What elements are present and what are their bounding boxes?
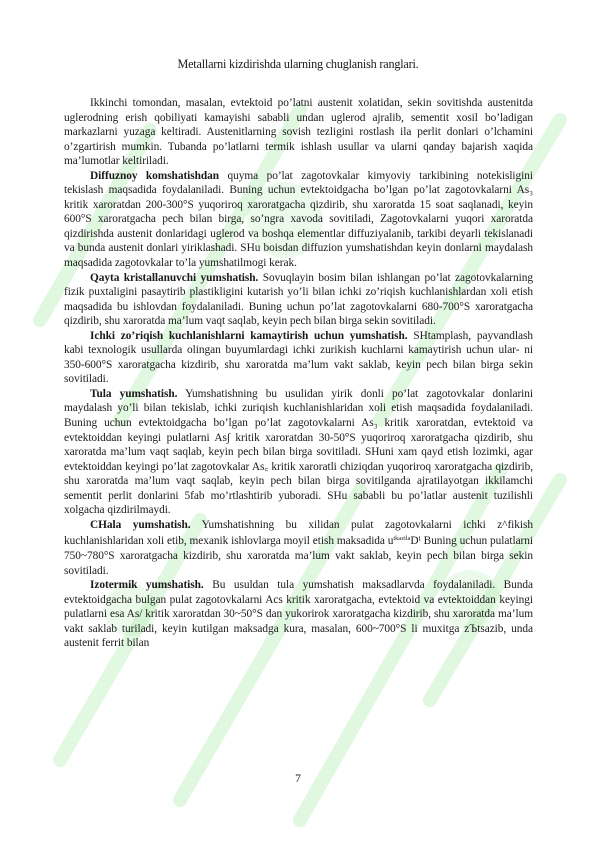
body-text xyxy=(64,96,533,651)
paragraph-text: Bu usuldan tula yumshatish maksadlarvda foydalaniladi. Bunda evtektoidgacha bulgan pulat zagotovkalarni Acs kritik xaroratgacha, evtektoid va evtektoiddan keyingi pulatlarni esa As/ kritik xaroratdan 30~50°S dan yukorirok xaroratgacha kizdirib, shu xaroratda ma’lum vakt saklab turiladi, keyin kutilgan maksadga kura, masalan, 600~700°S li muxitga zЪtsazib, unda austenit ferrit bilan xyxy=(64,579,533,650)
paragraph xyxy=(64,578,533,651)
paragraph-heading: Qayta kristallanuvchi yumshatish. xyxy=(90,271,259,284)
paragraph-text: Ikkinchi tomondan, masalan, evtektoid po’latni austenit xolatidan, sekin sovitishda austenitda uglerodning erish qobiliyati kamayishi sababli undan uglerod ajralib, sementit xosil bo’ladigan markazlarni yuzaga keltiradi. Austenitlarning sovish tezligini rostlash ila perlit donlari o’lchamini o’zgartirish mumkin. Tubanda po’latlarni termik ishlash usullar va ularni qanday bajarish xaqida ma’lumotlar keltiriladi. xyxy=(64,97,533,168)
paragraph xyxy=(64,329,533,387)
paragraph-text: Yumshatishning bu usulidan yirik donli po’lat zagotovkalar donlarini maydalash yo’li bilan tekislab, ichki zuriqish kuchlanishlaridan xoli etish maqsadida foydalaniladi. Buning uchun evtektoidgacha bo’lgan po’lat zagotovkalarni As₃ kritik xaroratdan, evtektoid va evtektoiddan keyingi pulatlarni As∫ kritik xaroratdan 30-50°S yuqoriroq xaroratgacha qizdirib, shu xaroratda ma’lum vaqt saqlab, keyin pech bilan birga sovitiladi. SHuni xam qayd etish lozimki, agar evtektoiddan keyingi po’lat zagotovkalar As꜀ kritik xaroratli chiziqdan yuqoriroq xaroratgacha qizdirib, shu xaroratda ma’lum vaqt saqlab, keyin pech bilan birga sovitilganda ajratilayotgan ikkilamchi sementit perlit donlarini 5fab mo’rtlashtirib yuboradi. SHu sababli bu po’latlar austenit tuzilishli xolgacha qizdirilmaydi. xyxy=(64,387,533,517)
paragraph xyxy=(64,169,533,271)
paragraph-heading: CHala yumshatish. xyxy=(90,518,191,531)
paragraph xyxy=(64,271,533,329)
page-title: Metallarni kizdirishda ularning chuglanish ranglari. xyxy=(177,57,419,71)
paragraph-heading: Ichki zo’riqish kuchlanishlarni kamaytirish uchun yumshatish. xyxy=(90,329,408,342)
paragraph-heading: Diffuznoy komshatishdan xyxy=(90,169,220,182)
paragraph xyxy=(64,96,533,169)
page-number: 7 xyxy=(295,773,301,785)
paragraph-text: quyma po’lat zagotovkalar kimyoviy tarkibining notekisligini tekislash maqsadida foydalaniladi. Buning uchun evtektoidgacha bo’lgan po’lat zagotovkalarni As₃ kritik xaroratdan 200-300°S yuqoriroq xaroratgacha qizdirib, shu xaroratda 15 soat saqlanadi, keyin 600°S xaroratgacha pech bilan birga, so’ngra xavoda sovitiladi, Zagotovkalarni yuqori xaroratda qizdirishda austenit donlaridagi uglerod va boshqa elementlar diffuziyalanib, tarkibi deyarli tekislanadi va bunda austenit donlari yiriklashadi. SHu boisdan diffuzion yumshatishdan keyin donlarni maydalash maqsadida zagotovkalar to’la yumshatilmogi kerak. xyxy=(64,169,533,270)
paragraph-text: Sovuqlayin bosim bilan ishlangan po’lat zagotovkalarning fizik puxtaligini pasaytirib plastikligini kutarish yo’li bilan ichki zo’riqish kuchlanishlardan xoli etish maqsadida bu ishlovdan foydalaniladi. Buning uchun po’lat zagotovkalarni 680-700°S xaroratgacha qizdirib, shu xaroratda ma’lum vaqt saqlab, keyin pech bilan birga sekin sovitiladi. xyxy=(64,271,533,328)
paragraph-heading: Izotermik yumshatish. xyxy=(90,579,204,592)
superscript-text: tkazila xyxy=(393,535,411,543)
paragraph-text: SHtamplash, payvandlash kabi texnologik usullarda olingan buyumlardagi ichki zurikish kuchlarni kamaytirish uchun ular- ni 350-600°S xaroratgacha kizdirib, shu xaroratda ma’lum vakt saklab, keyin pech bilan birga sekin sovitiladi. xyxy=(64,329,533,386)
paragraph-text: Yumshatishning bu xilidan pulat zagotovkalarni ichki z^fikish kuchlanishlaridan xoli etib, mexanik ishlovlarga moyil etish maksadida u xyxy=(64,518,533,548)
paragraph-heading: Tula yumshatish. xyxy=(90,387,178,400)
paragraph-text: Dⁱ Buning uchun pulatlarni 750~780°S xaroratgacha kizdirib, shu xaroratda ma’lum vakt saklab, keyin pech bilan birga sekin sovitiladi. xyxy=(64,535,534,577)
paragraph xyxy=(64,518,533,578)
paragraph xyxy=(64,387,533,518)
